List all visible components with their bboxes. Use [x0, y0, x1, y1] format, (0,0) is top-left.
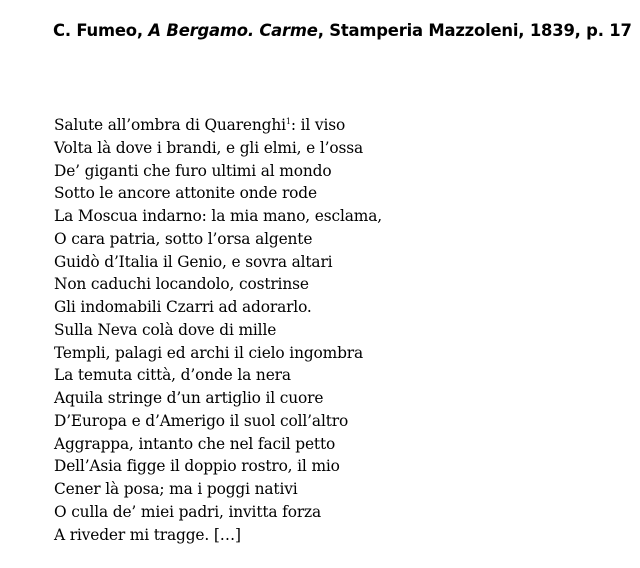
poem-line: O culla de’ miei padri, invitta forza [54, 502, 322, 521]
poem-line: Dell’Asia figge il doppio rostro, il mio [54, 457, 340, 476]
poem-line: La Moscua indarno: la mia mano, esclama, [54, 207, 382, 225]
poem-line: De’ giganti che furo ultimi al mondo [54, 161, 332, 180]
poem-line: Aggrappa, intanto che nel facil petto [54, 434, 336, 453]
poem-line: Templi, palagi ed archi il cielo ingombra [54, 343, 364, 362]
poem-line-tail: : il viso [290, 116, 346, 134]
poem-line-text: Salute all’ombra di Quarenghi [54, 116, 286, 134]
poem-line: Sotto le ancore attonite onde rode [54, 184, 317, 203]
poem-text [54, 114, 382, 546]
poem-line: Cener là posa; ma i poggi nativi [54, 480, 298, 498]
poem-line: Sulla Neva colà dove di mille [54, 320, 277, 339]
poem-line [54, 114, 382, 137]
footnote-marker: 1 [285, 117, 291, 126]
poem-line: Volta là dove i brandi, e gli elmi, e l’ossa [54, 138, 363, 157]
citation-header [53, 20, 632, 42]
poem-line: Gli indomabili Czarri ad adorarlo. [54, 298, 312, 316]
poem-line: A riveder mi tragge. […] [54, 525, 241, 544]
citation-title: A Bergamo. Carme [148, 21, 318, 40]
poem-line: La temuta città, d’onde la nera [54, 366, 291, 385]
citation-publication: , Stamperia Mazzoleni, 1839, p. 17 [317, 21, 632, 40]
poem-line: Non caduchi locandolo, costrinse [54, 275, 309, 294]
citation-author: C. Fumeo, [53, 21, 149, 40]
poem-line: Aquila stringe d’un artiglio il cuore [54, 389, 324, 407]
poem-line: O cara patria, sotto l’orsa algente [54, 229, 313, 248]
poem-line: Guidò d’Italia il Genio, e sovra altari [54, 252, 333, 271]
poem-line: D’Europa e d’Amerigo il suol coll’altro [54, 411, 349, 430]
